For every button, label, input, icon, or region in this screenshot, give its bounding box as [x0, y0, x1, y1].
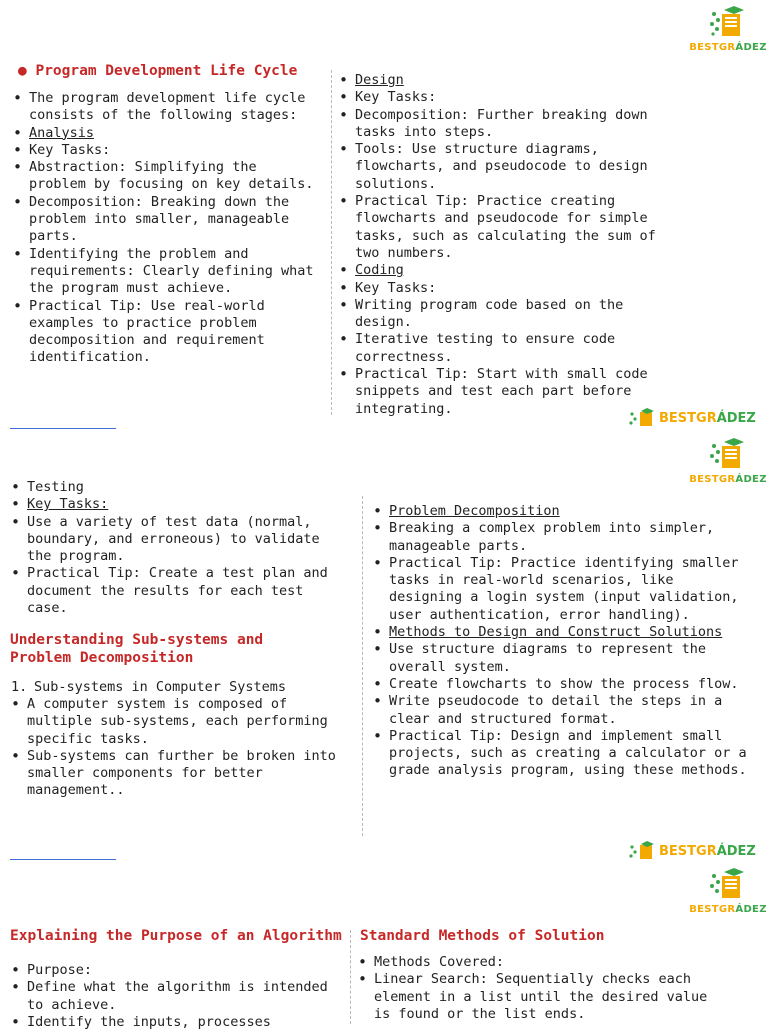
brand-logo-inline	[628, 841, 756, 861]
list-item: • Create flowcharts to show the process flow.	[372, 676, 752, 693]
list-item: • Practical Tip: Use real-world examples to practice problem decomposition and requirement identification.	[12, 298, 317, 367]
p3-right-list	[357, 954, 727, 1023]
brand-name: BESTGRÁDEZ	[659, 843, 756, 859]
list-item: • Key Tasks:	[12, 142, 317, 159]
list-item: • Methods Covered:	[357, 954, 727, 971]
p2-left-heading: Understanding Sub-systems and Problem Decomposition	[10, 632, 264, 666]
list-item: • Coding	[338, 262, 683, 279]
page-link-line	[10, 859, 116, 860]
heading-bullet: ●	[18, 63, 36, 79]
list-item: • Testing	[10, 479, 350, 496]
list-item: • Analysis	[12, 125, 317, 142]
list-item: • Identifying the problem and requirements: Clearly defining what the program must achieve.	[12, 246, 317, 298]
list-item: • Practical Tip: Practice creating flowcharts and pseudocode for simple tasks, such as calculating the sum of two numbers.	[338, 193, 683, 262]
p1-right-list	[338, 72, 683, 418]
p3-left-heading: Explaining the Purpose of an Algorithm	[10, 928, 342, 944]
brand-logo	[688, 866, 768, 915]
brand-name: BESTGRÁDEZ	[689, 474, 767, 485]
brand-name: BESTGRÁDEZ	[689, 42, 767, 53]
list-item: • Design	[338, 72, 683, 89]
list-item: • Practical Tip: Practice identifying smaller tasks in real-world scenarios, like designing a login system (input validation, user authentication, error handling).	[372, 555, 752, 624]
column-divider	[362, 496, 363, 836]
brand-name: BESTGRÁDEZ	[659, 410, 756, 426]
logo-icon	[708, 4, 748, 40]
logo-icon	[708, 866, 748, 902]
brand-name: BESTGRÁDEZ	[689, 904, 767, 915]
list-item: • The program development life cycle consists of the following stages:	[12, 90, 317, 125]
list-item: • Use structure diagrams to represent the overall system.	[372, 641, 752, 676]
column-divider	[350, 930, 351, 1024]
list-item: • Linear Search: Sequentially checks each element in a list until the desired value is found or the list ends.	[357, 971, 727, 1023]
list-item: • Breaking a complex problem into simpler, manageable parts.	[372, 520, 752, 555]
list-item: • Use a variety of test data (normal, boundary, and erroneous) to validate the program.	[10, 514, 350, 566]
list-item: • Writing program code based on the design.	[338, 297, 683, 332]
list-item: • Iterative testing to ensure code correctness.	[338, 331, 683, 366]
p3-left-list	[10, 962, 340, 1031]
column-divider	[331, 70, 332, 415]
list-item: • Purpose:	[10, 962, 340, 979]
p2-left-top-list	[10, 479, 350, 617]
list-item: • Decomposition: Breaking down the problem into smaller, manageable parts.	[12, 194, 317, 246]
p2-left-bottom-list	[10, 696, 355, 800]
logo-icon	[628, 408, 656, 428]
list-item: • Practical Tip: Design and implement small projects, such as creating a calculator or a grade analysis program, using these methods.	[372, 728, 752, 780]
p3-right-heading: Standard Methods of Solution	[360, 928, 605, 944]
p1-left-list	[12, 90, 317, 367]
list-item: • Sub-systems can further be broken into smaller components for better management..	[10, 748, 355, 800]
list-item: • Problem Decomposition	[372, 503, 752, 520]
page-link-line	[10, 428, 116, 429]
list-item: • A computer system is composed of multiple sub-systems, each performing specific tasks.	[10, 696, 355, 748]
numbered-item: 1. Sub-systems in Computer Systems	[10, 679, 350, 696]
p2-numbered-list	[10, 679, 350, 696]
list-item: • Key Tasks:	[338, 280, 683, 297]
list-item: • Tools: Use structure diagrams, flowcharts, and pseudocode to design solutions.	[338, 141, 683, 193]
list-item: • Key Tasks:	[10, 496, 350, 513]
list-item: • Identify the inputs, processes	[10, 1014, 340, 1031]
list-item: • Practical Tip: Start with small code snippets and test each part before integrating.	[338, 366, 683, 418]
logo-icon	[708, 436, 748, 472]
list-item: • Define what the algorithm is intended to achieve.	[10, 979, 340, 1014]
brand-logo-inline	[628, 408, 756, 428]
logo-icon	[628, 841, 656, 861]
list-item: • Practical Tip: Create a test plan and document the results for each test case.	[10, 565, 350, 617]
p1-left-heading: ● Program Development Life Cycle	[18, 63, 298, 79]
list-item: • Write pseudocode to detail the steps in a clear and structured format.	[372, 693, 752, 728]
list-item: • Decomposition: Further breaking down tasks into steps.	[338, 107, 683, 142]
list-item: • Abstraction: Simplifying the problem by focusing on key details.	[12, 159, 317, 194]
list-item: • Methods to Design and Construct Solutions	[372, 624, 752, 641]
brand-logo	[688, 4, 768, 53]
p2-right-list	[372, 503, 752, 780]
brand-logo	[688, 436, 768, 485]
list-item: • Key Tasks:	[338, 89, 683, 106]
